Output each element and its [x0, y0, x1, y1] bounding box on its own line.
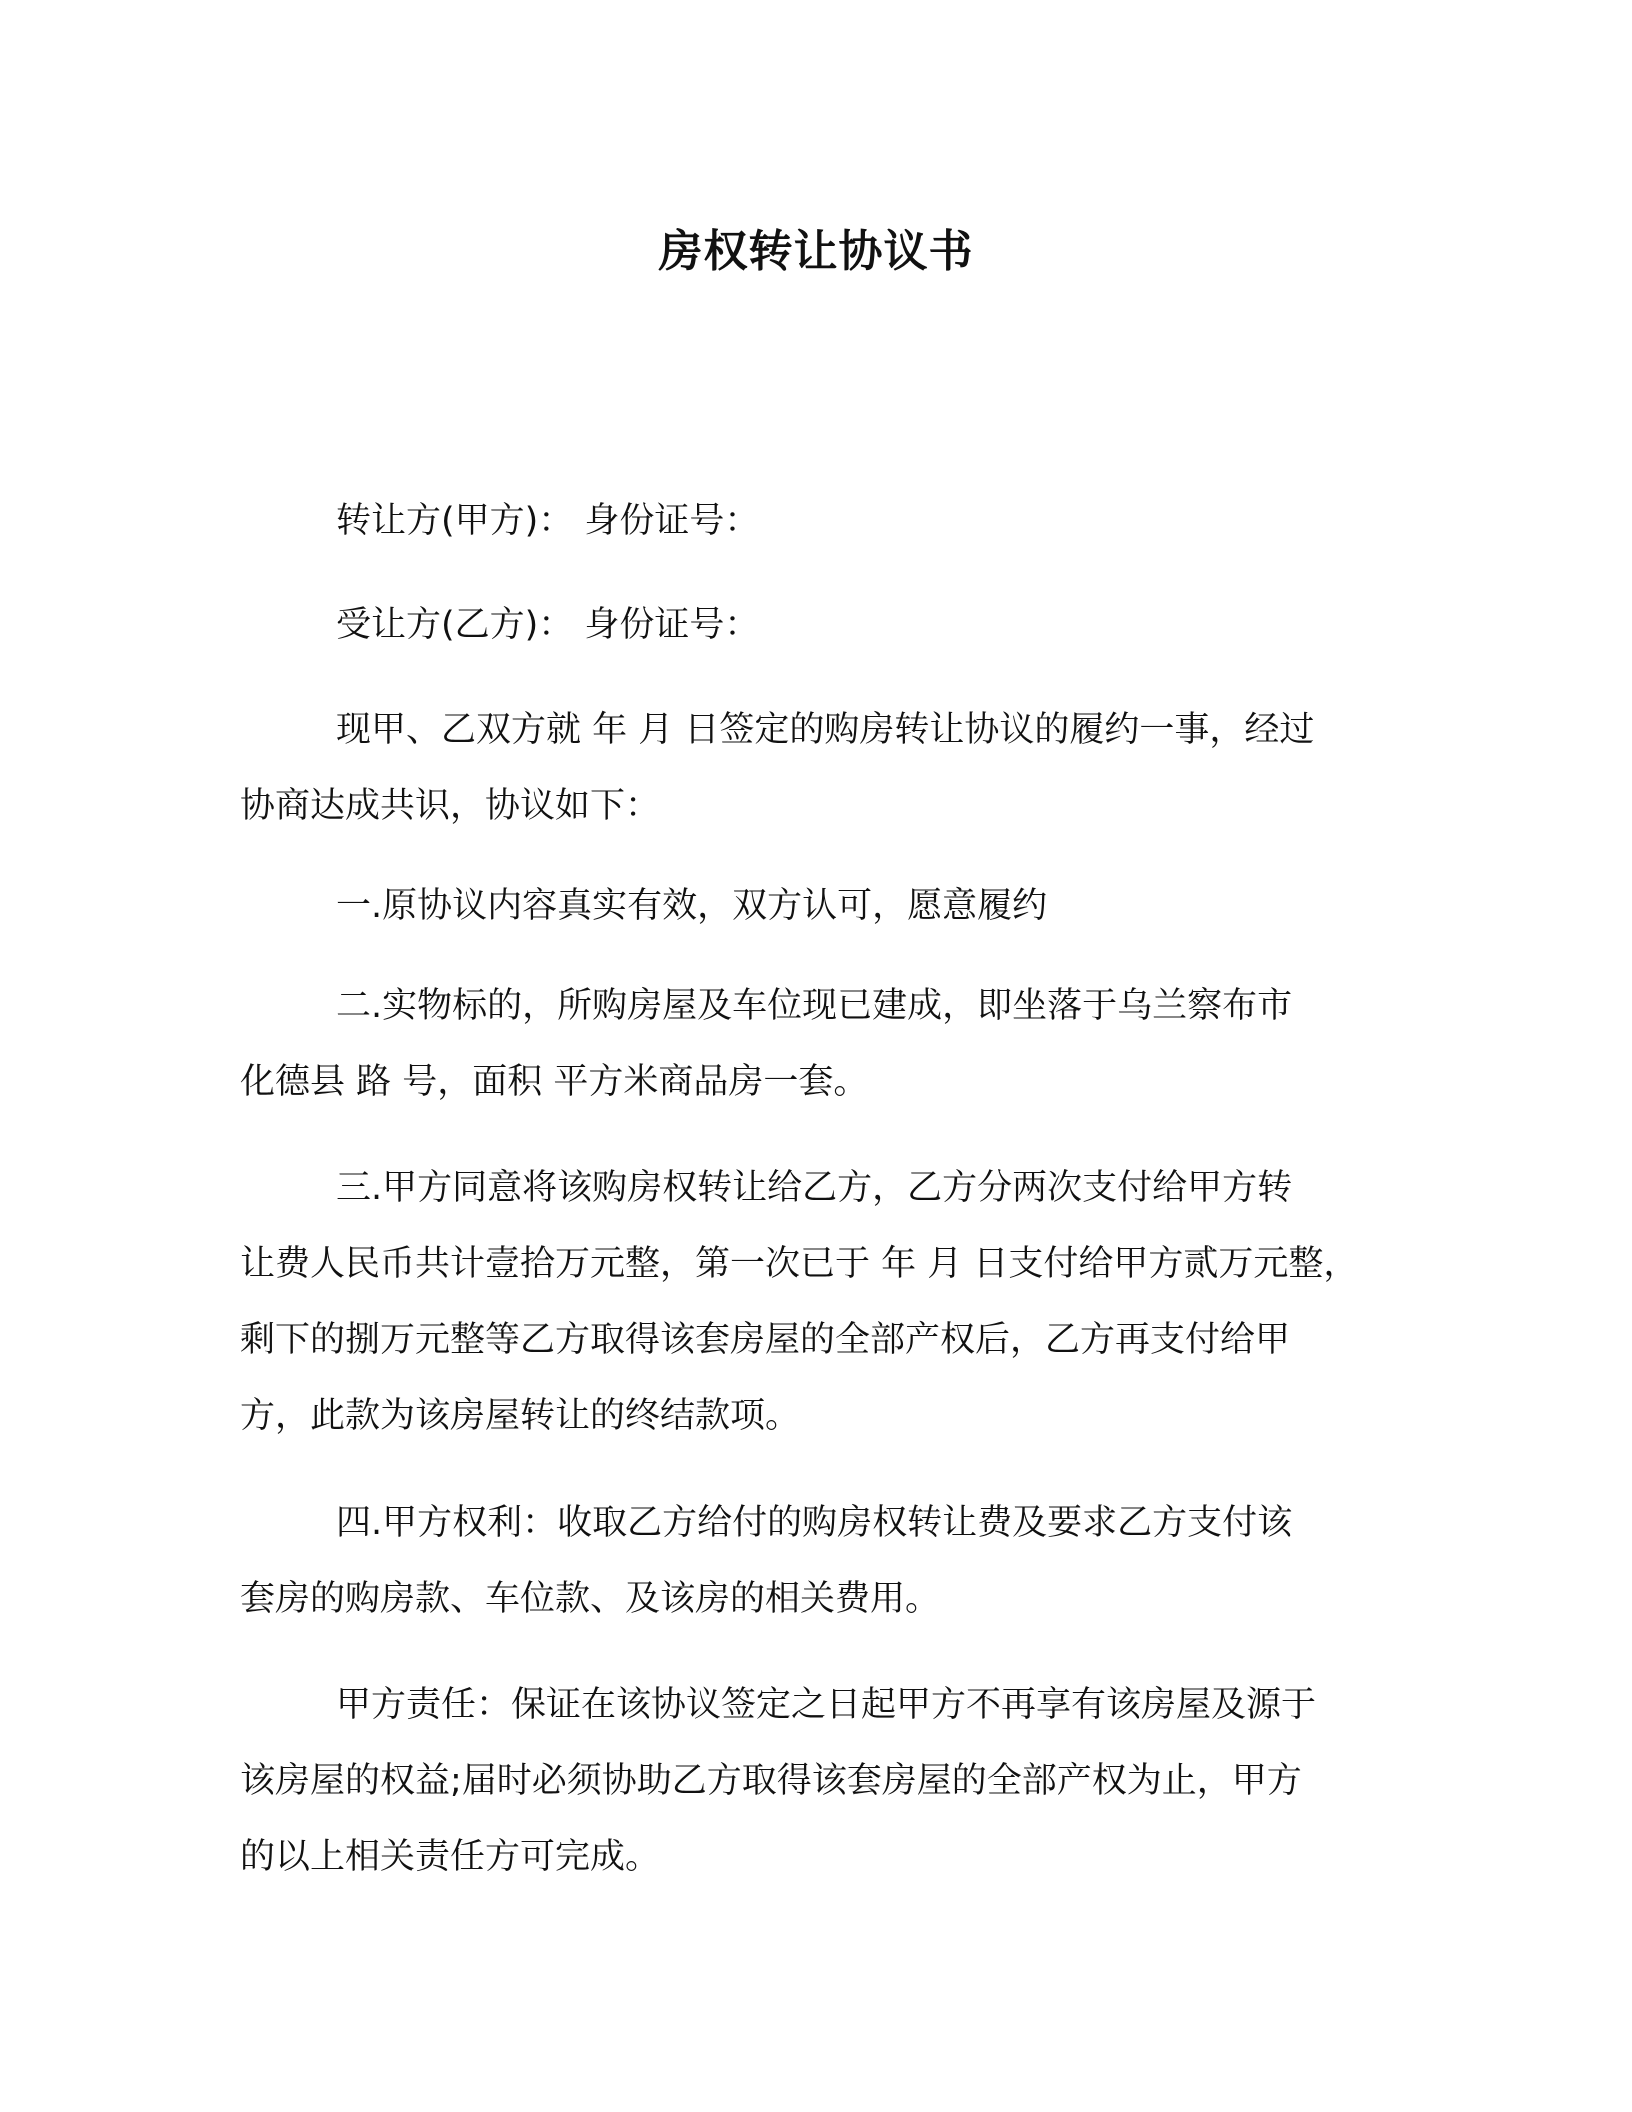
document-title: 房权转让协议书	[658, 226, 974, 277]
paragraph-clause-1	[240, 868, 1400, 944]
text-line: 转让方(甲方)： 身份证号：	[336, 501, 760, 541]
text-line: 协商达成共识，协议如下：	[240, 786, 661, 826]
text-line: 该房屋的权益;届时必须协助乙方取得该套房屋的全部产权为止，甲方	[240, 1761, 1302, 1801]
paragraph-party-a-duty	[240, 1667, 1400, 1895]
paragraph-clause-2	[240, 968, 1400, 1120]
text-line: 的以上相关责任方可完成。	[240, 1837, 661, 1877]
text-line: 一.原协议内容真实有效，双方认可，愿意履约	[336, 886, 1048, 926]
text-line: 方，此款为该房屋转让的终结款项。	[240, 1396, 801, 1436]
text-line: 现甲、乙双方就 年 月 日签定的购房转让协议的履约一事，经过	[336, 710, 1315, 750]
text-line: 套房的购房款、车位款、及该房的相关费用。	[240, 1579, 941, 1619]
text-line: 甲方责任：保证在该协议签定之日起甲方不再享有该房屋及源于	[336, 1685, 1317, 1725]
text-line: 让费人民币共计壹拾万元整，第一次已于 年 月 日支付给甲方贰万元整，	[240, 1244, 1359, 1284]
paragraph-intro	[240, 692, 1400, 844]
text-line: 剩下的捌万元整等乙方取得该套房屋的全部产权后，乙方再支付给甲	[240, 1320, 1291, 1360]
paragraph-transferor	[240, 483, 1400, 559]
text-line: 三.甲方同意将该购房权转让给乙方，乙方分两次支付给甲方转	[336, 1168, 1293, 1208]
paragraph-clause-4	[240, 1485, 1400, 1637]
text-line: 二.实物标的，所购房屋及车位现已建成，即坐落于乌兰察布市	[336, 986, 1293, 1026]
paragraph-clause-3	[240, 1150, 1400, 1454]
text-line: 化德县 路 号，面积 平方米商品房一套。	[240, 1062, 869, 1102]
text-line: 四.甲方权利：收取乙方给付的购房权转让费及要求乙方支付该	[336, 1503, 1293, 1543]
text-line: 受让方(乙方)： 身份证号：	[336, 605, 760, 645]
paragraph-transferee	[240, 587, 1400, 663]
